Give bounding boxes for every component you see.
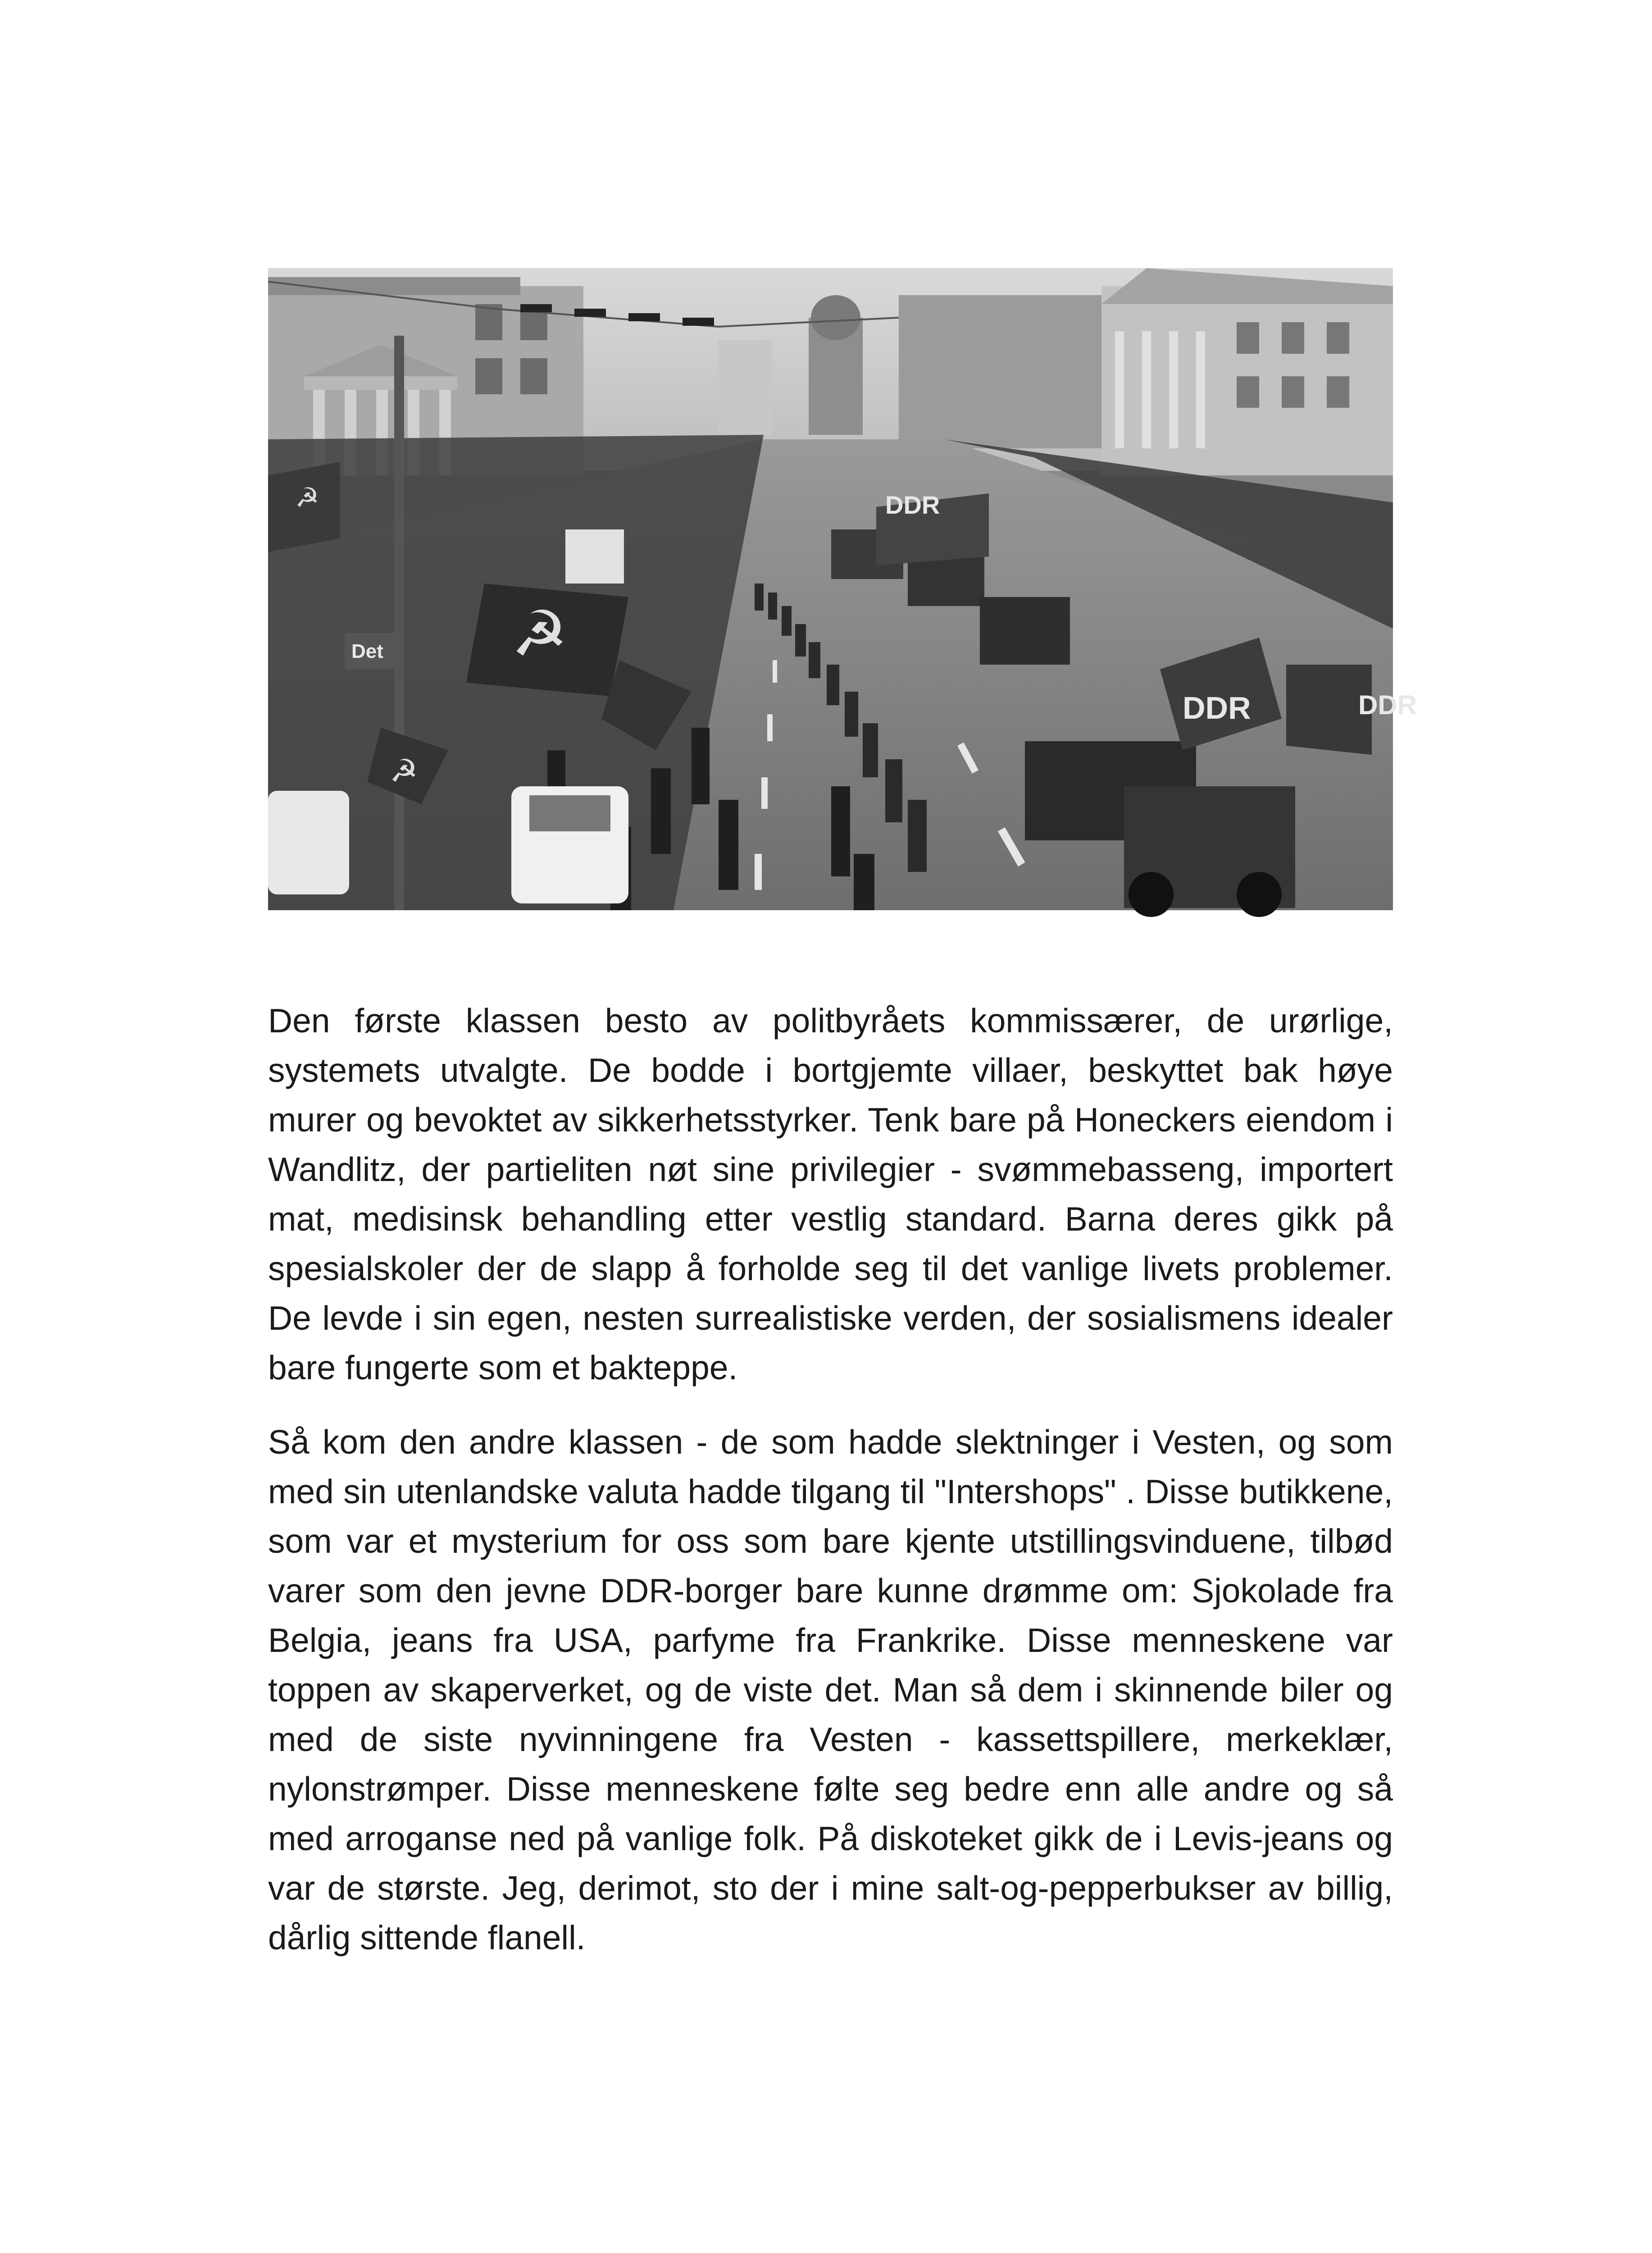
- svg-text:☭: ☭: [390, 753, 418, 789]
- svg-text:☭: ☭: [511, 598, 568, 669]
- ddr-sign-3: DDR: [1358, 690, 1417, 720]
- ddr-sign-2: DDR: [1183, 690, 1251, 725]
- parade-photo: [268, 268, 1417, 910]
- street-lamp: [394, 336, 404, 910]
- paragraph-first-class: Den første klassen besto av politbyråets kommissærer, de urørlige, systemets utvalgte. De bodde i bortgjemte villaer, beskyttet bak høye murer og bevoktet av sikkerhetsstyrker. Tenk bare på Honeckers eiendom i Wandlitz, der partieliten nøt sine privilegier - svømmebasseng, importert mat, medisinsk behandling etter vestlig standard. Barna deres gikk på spesialskoler der de slapp å forholde seg til det vanlige livets problemer. De levde i sin egen, nesten surrealistiske verden, der sosialismens idealer bare fungerte som et bakteppe.: [268, 1002, 1393, 1386]
- parade-illustration: [268, 268, 1417, 910]
- ddr-sign-1: DDR: [885, 491, 940, 519]
- article-body: [268, 996, 1393, 1987]
- svg-text:☭: ☭: [295, 483, 319, 513]
- paragraph-second-class: Så kom den andre klassen - de som hadde slektninger i Vesten, og som med sin utenlandske valuta hadde tilgang til "Intershops" . Disse butikkene, som var et mysterium for oss som bare kjente utstillingsvinduene, tilbød varer som den jevne DDR-borger bare kunne drømme om: Sjokolade fra Belgia, jeans fra USA, parfyme fra Frankrike. Disse menneskene var toppen av skaperverket, og de viste det. Man så dem i skinnende biler og med de siste nyvinningene fra Vesten - kassettspillere, merkeklær, nylonstrømper. Disse menneskene følte seg bedre enn alle andre og så med arroganse ned på vanlige folk. På diskoteket gikk de i Levis-jeans og var de største. Jeg, derimot, sto der i mine salt-og-pepperbukser av billig, dårlig sittende flanell.: [268, 1423, 1393, 1957]
- banner-sign: Det: [351, 640, 383, 662]
